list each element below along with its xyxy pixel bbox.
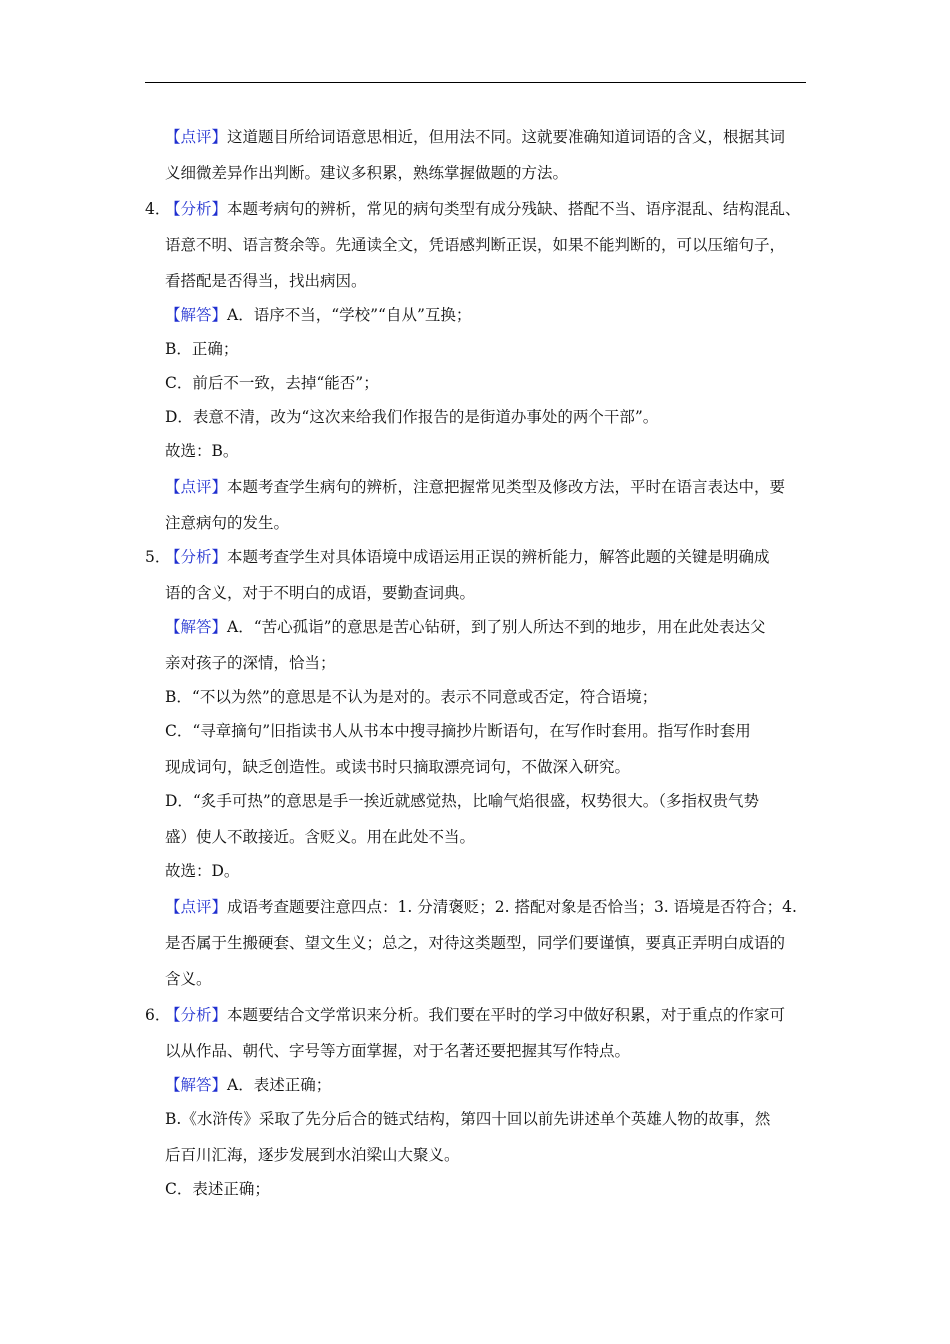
q4-number: 4． <box>145 200 171 218</box>
q4-analysis-line-3: 看搭配是否得当，找出病因。 <box>165 272 367 290</box>
q4-answer-b: B．正确； <box>165 340 239 358</box>
analysis-tag: 【分析】 <box>165 548 228 566</box>
q5-comment-line-2: 是否属于生搬硬套、望文生义；总之，对待这类题型，同学们要谨慎，要真正弄明白成语的 <box>165 934 786 952</box>
q5-answer-b: B．“不以为然”的意思是不认为是对的。表示不同意或否定，符合语境； <box>165 688 658 706</box>
q6-answer-a: 【解答】A．表述正确； <box>165 1076 332 1094</box>
answer-tag: 【解答】 <box>165 1076 228 1094</box>
q5-comment-line-3: 含义。 <box>165 970 212 988</box>
q5-analysis-line-1: 【分析】本题考查学生对具体语境中成语运用正误的辨析能力，解答此题的关键是明确成 <box>165 548 770 566</box>
analysis-tag: 【分析】 <box>165 200 228 218</box>
q4-answer-d: D．表意不清，改为“这次来给我们作报告的是街道办事处的两个干部”。 <box>165 408 659 426</box>
q4-answer-c: C．前后不一致，去掉“能否”； <box>165 374 379 392</box>
q3-comment-line-2: 义细微差异作出判断。建议多积累，熟练掌握做题的方法。 <box>165 164 569 182</box>
q5-choice: 故选：D。 <box>165 862 240 880</box>
comment-tag: 【点评】 <box>165 128 228 146</box>
q6-analysis-line-2: 以从作品、朝代、字号等方面掌握，对于名著还要把握其写作特点。 <box>165 1042 631 1060</box>
q5-answer-a-line-2: 亲对孩子的深情，恰当； <box>165 654 336 672</box>
q4-choice: 故选：B。 <box>165 442 239 460</box>
header-rule <box>145 82 806 83</box>
comment-tag: 【点评】 <box>165 478 228 496</box>
q4-comment-line-1: 【点评】本题考查学生病句的辨析，注意把握常见类型及修改方法，平时在语言表达中，要 <box>165 478 786 496</box>
comment-tag: 【点评】 <box>165 898 228 916</box>
q5-answer-d-line-1: D．“炙手可热”的意思是手一挨近就感觉热，比喻气焰很盛，权势很大。（多指权贵气势 <box>165 792 760 810</box>
q4-answer-a: 【解答】A．语序不当，“学校”“自从”互换； <box>165 306 472 324</box>
q6-answer-b-line-1: B.《水浒传》采取了先分后合的链式结构，第四十回以前先讲述单个英雄人物的故事，然 <box>165 1110 771 1128</box>
analysis-tag: 【分析】 <box>165 1006 228 1024</box>
q6-answer-b-line-2: 后百川汇海，逐步发展到水泊梁山大聚义。 <box>165 1146 460 1164</box>
q6-number: 6． <box>145 1006 171 1024</box>
q6-answer-c: C．表述正确； <box>165 1180 270 1198</box>
q3-comment-line-1: 【点评】这道题目所给词语意思相近，但用法不同。这就要准确知道词语的含义，根据其词 <box>165 128 786 146</box>
q6-analysis-line-1: 【分析】本题要结合文学常识来分析。我们要在平时的学习中做好积累，对于重点的作家可 <box>165 1006 786 1024</box>
answer-tag: 【解答】 <box>165 618 228 636</box>
answer-tag: 【解答】 <box>165 306 228 324</box>
q4-comment-line-2: 注意病句的发生。 <box>165 514 290 532</box>
q5-analysis-line-2: 语的含义，对于不明白的成语，要勤查词典。 <box>165 584 476 602</box>
q5-answer-c-line-2: 现成词句，缺乏创造性。或读书时只摘取漂亮词句，不做深入研究。 <box>165 758 631 776</box>
q5-answer-c-line-1: C．“寻章摘句”旧指读书人从书本中搜寻摘抄片断语句，在写作时套用。指写作时套用 <box>165 722 751 740</box>
q4-analysis-line-2: 语意不明、语言赘余等。先通读全文，凭语感判断正误，如果不能判断的，可以压缩句子， <box>165 236 786 254</box>
q5-comment-line-1: 【点评】成语考查题要注意四点：1. 分清褒贬；2. 搭配对象是否恰当；3. 语境是否符合；4. <box>165 898 797 916</box>
q5-answer-a-line-1: 【解答】A．“苦心孤诣”的意思是苦心钻研，到了别人所达不到的地步，用在此处表达父 <box>165 618 766 636</box>
q5-number: 5． <box>145 548 171 566</box>
q5-answer-d-line-2: 盛）使人不敢接近。含贬义。用在此处不当。 <box>165 828 476 846</box>
q4-analysis-line-1: 【分析】本题考病句的辨析，常见的病句类型有成分残缺、搭配不当、语序混乱、结构混乱、 <box>165 200 801 218</box>
